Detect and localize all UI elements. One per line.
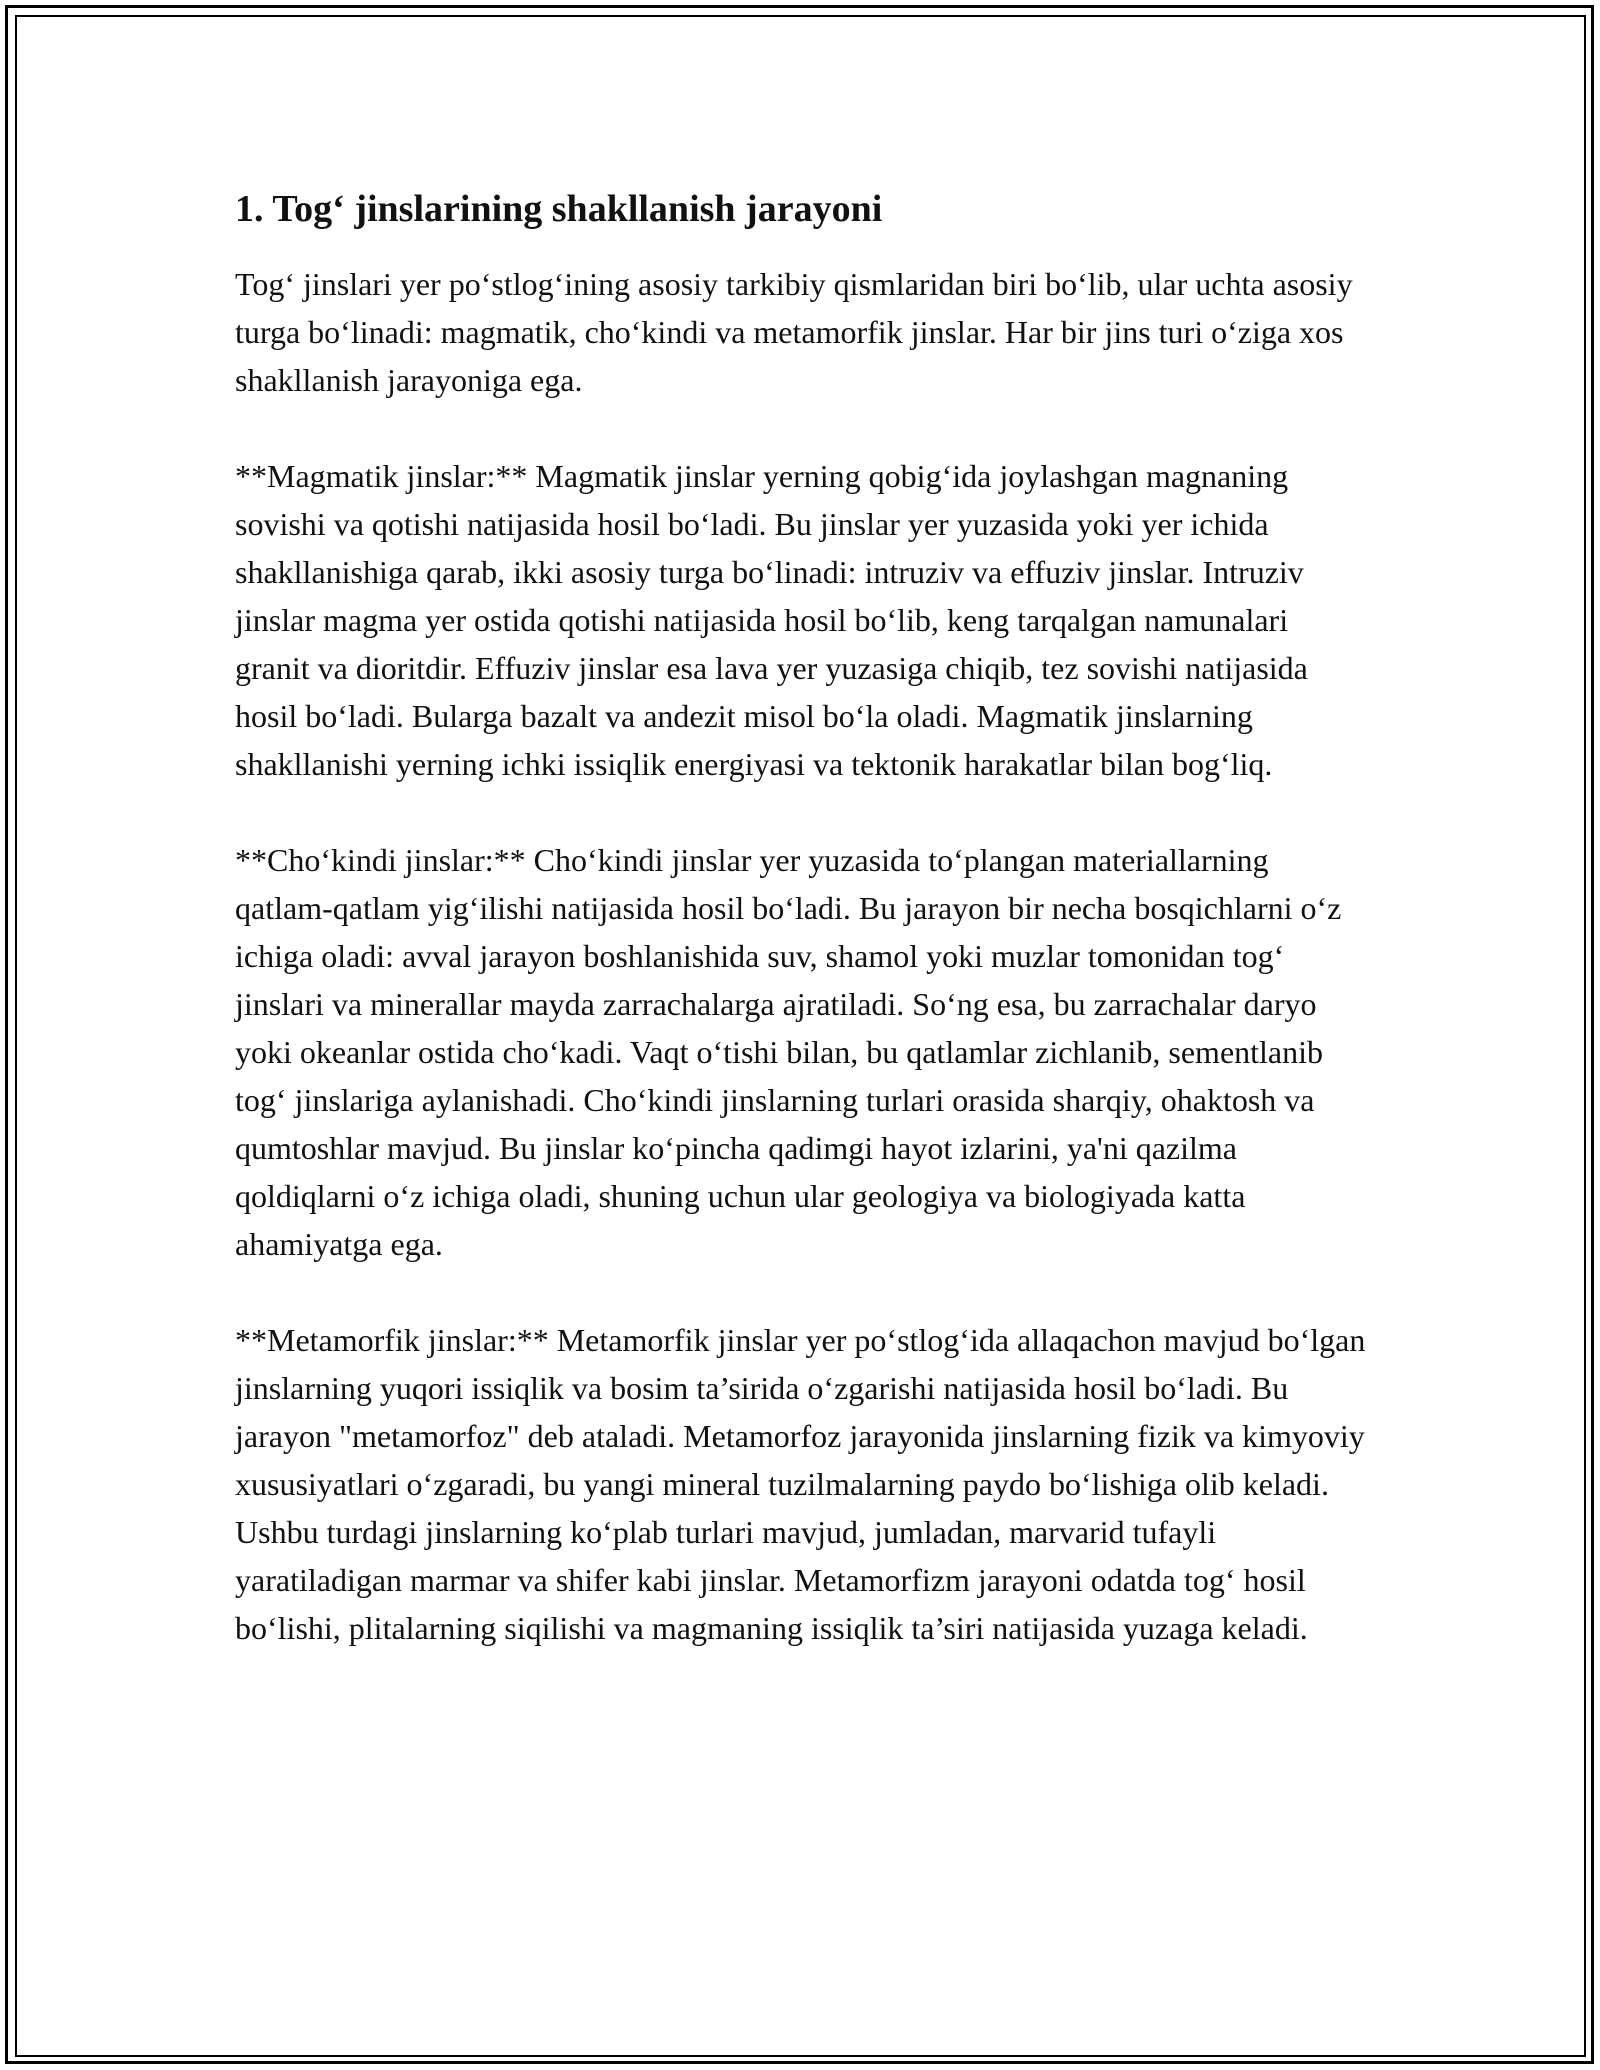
magmatic-rocks-paragraph: **Magmatik jinslar:** Magmatik jinslar yerning qobig‘ida joylashgan magnaning sovishi va qotishi natijasida hosil bo‘ladi. Bu jinslar yer yuzasida yoki yer ichida shakllanishiga qarab, ikki asosiy turga bo‘linadi: intruziv va effuziv jinslar. Intruziv jinslar magma yer ostida qotishi natijasida hosil bo‘lib, keng tarqalgan namunalari granit va dioritdir. Effuziv jinslar esa lava yer yuzasiga chiqib, tez sovishi natijasida hosil bo‘ladi. Bularga bazalt va andezit misol bo‘la oladi. Magmatik jinslarning shakllanishi yerning ichki issiqlik energiyasi va tektonik harakatlar bilan bog‘liq. <box>235 458 1308 783</box>
intro-paragraph: Tog‘ jinslari yer po‘stlog‘ining asosiy tarkibiy qismlaridan biri bo‘lib, ular uchta asosiy turga bo‘linadi: magmatik, cho‘kindi va metamorfik jinslar. Har bir jins turi o‘ziga xos shakllanish jarayoniga ega. <box>235 266 1353 399</box>
metamorphic-rocks-paragraph: **Metamorfik jinslar:** Metamorfik jinslar yer po‘stlog‘ida allaqachon mavjud bo‘lgan jinslarning yuqori issiqlik va bosim ta’sirida o‘zgarishi natijasida hosil bo‘ladi. Bu jarayon "metamorfoz" deb ataladi. Metamorfoz jarayonida jinslarning fizik va kimyoviy xususiyatlari o‘zgaradi, bu yangi mineral tuzilmalarning paydo bo‘lishiga olib keladi. Ushbu turdagi jinslarning ko‘plab turlari mavjud, jumladan, marvarid tufayli yaratiladigan marmar va shifer kabi jinslar. Metamorfizm jarayoni odatda tog‘ hosil bo‘lishi, plitalarning siqilishi va magmaning issiqlik ta’siri natijasida yuzaga keladi. <box>235 1322 1366 1647</box>
section-heading: 1. Tog‘ jinslarining shakllanish jarayoni <box>235 188 883 230</box>
document-body <box>235 185 1370 1700</box>
sedimentary-rocks-paragraph: **Cho‘kindi jinslar:** Cho‘kindi jinslar yer yuzasida to‘plangan materiallarning qatlam-qatlam yig‘ilishi natijasida hosil bo‘ladi. Bu jarayon bir necha bosqichlarni o‘z ichiga oladi: avval jarayon boshlanishida suv, shamol yoki muzlar tomonidan tog‘ jinslari va minerallar mayda zarrachalarga ajratiladi. So‘ng esa, bu zarrachalar daryo yoki okeanlar ostida cho‘kadi. Vaqt o‘tishi bilan, bu qatlamlar zichlanib, sementlanib tog‘ jinslariga aylanishadi. Cho‘kindi jinslarning turlari orasida sharqiy, ohaktosh va qumtoshlar mavjud. Bu jinslar ko‘pincha qadimgi hayot izlarini, ya'ni qazilma qoldiqlarni o‘z ichiga oladi, shuning uchun ular geologiya va biologiyada katta ahamiyatga ega. <box>235 842 1342 1263</box>
